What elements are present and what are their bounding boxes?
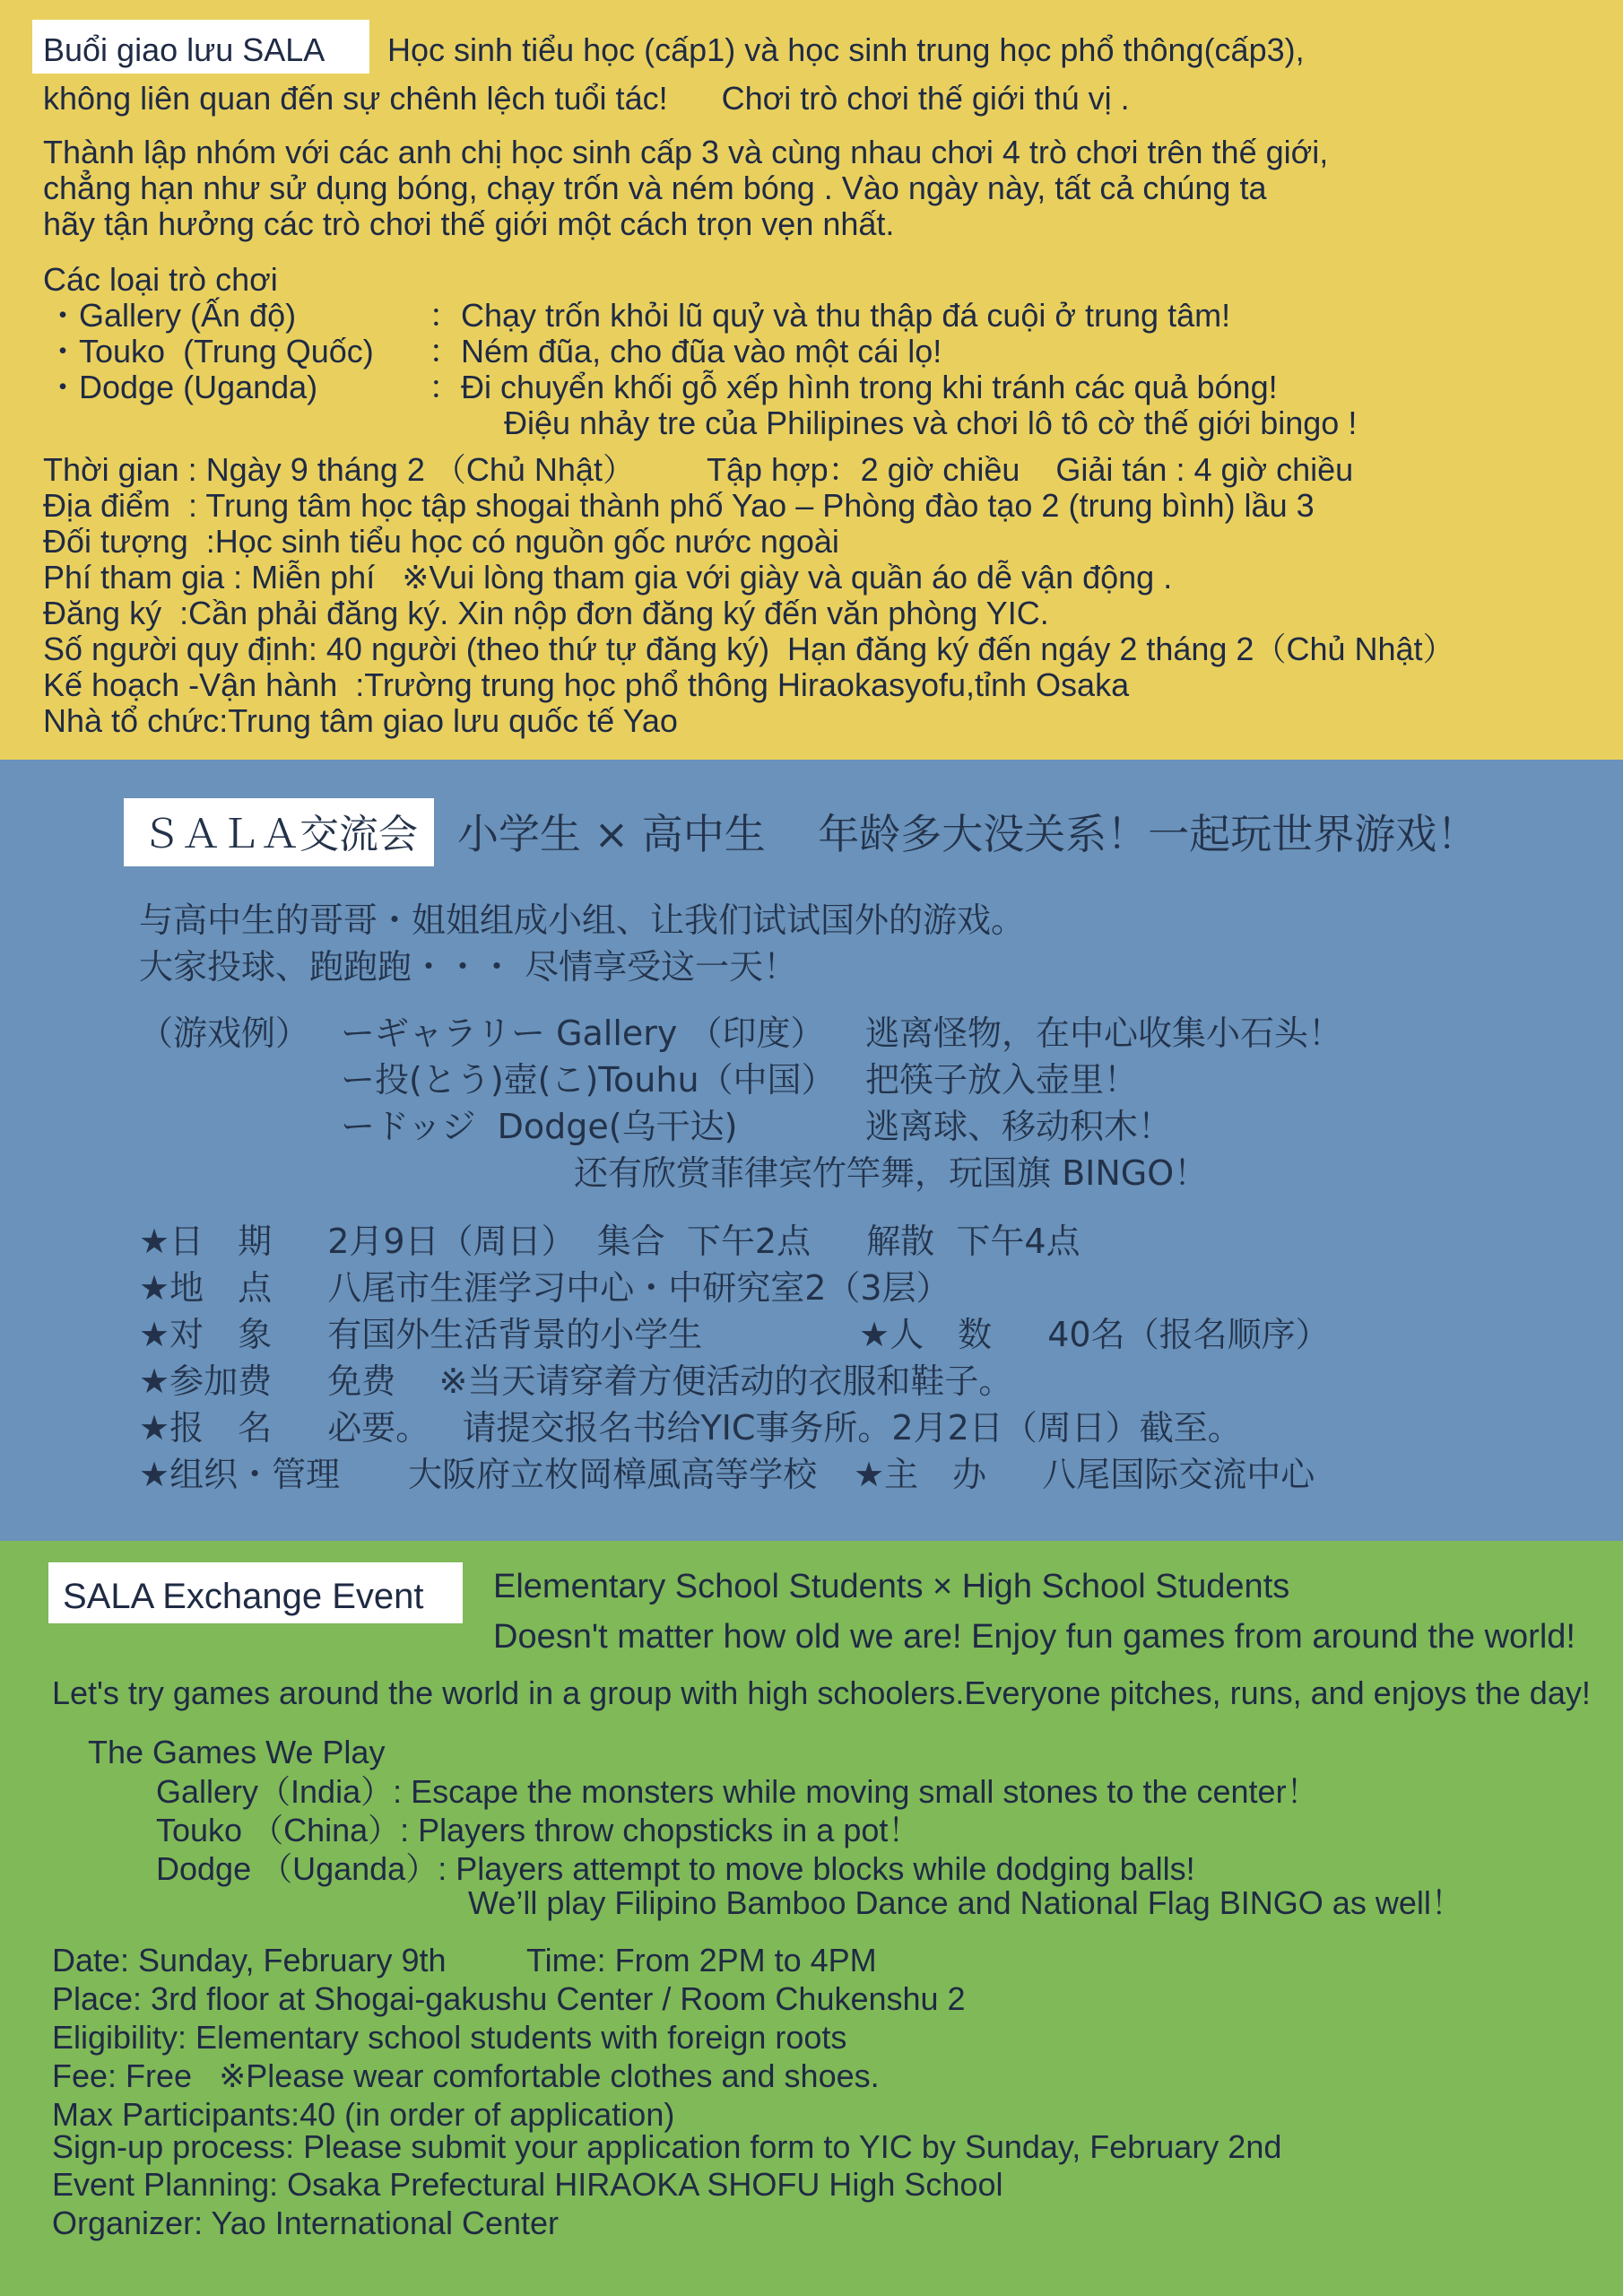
english-games-extra: We’ll play Filipino Bamboo Dance and National Flag BINGO as well！ xyxy=(468,1884,1463,1921)
vietnamese-game-desc: ：Chạy trốn khỏi lũ quỷ và thu thập đá cuội ở trung tâm! xyxy=(429,297,1231,334)
vietnamese-intro-line: hãy tận hưởng các trò chơi thế giới một cách trọn vẹn nhất. xyxy=(43,205,895,242)
english-detail-line: Event Planning: Osaka Prefectural HIRAOKA SHOFU High School xyxy=(52,2166,1003,2203)
english-games-heading: The Games We Play xyxy=(88,1734,386,1770)
english-header-line-1: Elementary School Students × High School Students xyxy=(493,1568,1290,1605)
english-game-line: Touko （China）: Players throw chopsticks in a pot！ xyxy=(156,1812,921,1848)
chinese-games-label: （游戏例） xyxy=(139,1013,310,1053)
vietnamese-detail-line: Đối tượng :Học sinh tiểu học có nguồn gốc nước ngoài xyxy=(43,523,839,560)
english-detail-line: Max Participants:40 (in order of application) xyxy=(52,2096,675,2133)
vietnamese-game-name: ・Gallery (Ấn độ) xyxy=(47,297,297,334)
english-game-line: Gallery（India）: Escape the monsters while moving small stones to the center！ xyxy=(156,1773,1319,1810)
vietnamese-game-desc: ：Đi chuyển khối gỗ xếp hình trong khi tránh các quả bóng! xyxy=(429,369,1278,405)
chinese-detail-line: ★日 期 2月9日（周日） 集合 下午2点 解散 下午4点 xyxy=(139,1222,1081,1261)
chinese-header: 小学生 × 高中生 年龄多大没关系！一起玩世界游戏！ xyxy=(457,810,1479,858)
vietnamese-detail-line: Phí tham gia : Miễn phí ※Vui lòng tham gia với giày và quần áo dễ vận động . xyxy=(43,559,1173,596)
english-section xyxy=(0,1541,1623,2296)
english-detail-line: Date: Sunday, February 9th Time: From 2PM to 4PM xyxy=(52,1942,877,1979)
chinese-detail-right: ★人 数 40名（报名顺序） xyxy=(859,1315,1330,1354)
chinese-game-desc: 逃离怪物，在中心收集小石头！ xyxy=(865,1013,1343,1053)
chinese-detail-line: ★对 象 有国外生活背景的小学生 xyxy=(139,1315,703,1354)
vietnamese-detail-line: Nhà tổ chức:Trung tâm giao lưu quốc tế Yao xyxy=(43,702,678,739)
vietnamese-games-extra: Điệu nhảy tre của Philipines và chơi lô tô cờ thế giới bingo ! xyxy=(504,404,1358,441)
chinese-game-name: ーギャラリー Gallery （印度） xyxy=(341,1013,825,1053)
vietnamese-header-line-2: không liên quan đến sự chênh lệch tuổi tác! Chơi trò chơi thế giới thú vị . xyxy=(43,80,1130,117)
chinese-game-desc: 把筷子放入壶里！ xyxy=(865,1060,1139,1100)
vietnamese-detail-line: Kế hoạch -Vận hành :Trường trung học phổ thông Hiraokasyofu,tỉnh Osaka xyxy=(43,666,1130,703)
chinese-intro-line: 与高中生的哥哥・姐姐组成小组、让我们试试国外的游戏。 xyxy=(139,900,1026,940)
english-detail-line: Fee: Free ※Please wear comfortable clothes and shoes. xyxy=(52,2057,880,2094)
english-title: SALA Exchange Event xyxy=(63,1577,424,1616)
chinese-game-name: ー投(とう)壺(こ)Touhu（中国） xyxy=(341,1060,836,1100)
vietnamese-intro-line: chẳng hạn như sử dụng bóng, chạy trốn và ném bóng . Vào ngày này, tất cả chúng ta xyxy=(43,170,1267,206)
english-detail-line: Place: 3rd floor at Shogai-gakushu Center / Room Chukenshu 2 xyxy=(52,1980,966,2017)
vietnamese-game-name: ・Touko (Trung Quốc) xyxy=(47,333,374,370)
vietnamese-game-desc: ：Ném đũa, cho đũa vào một cái lọ! xyxy=(429,333,942,370)
chinese-section xyxy=(0,760,1623,1541)
vietnamese-header-line-1: Học sinh tiểu học (cấp1) và học sinh trung học phổ thông(cấp3), xyxy=(387,31,1305,68)
vietnamese-detail-line: Thời gian : Ngày 9 tháng 2 （Chủ Nhật） Tập hợp：2 giờ chiều Giải tán : 4 giờ chiều xyxy=(43,451,1354,488)
english-intro: Let's try games around the world in a group with high schoolers.Everyone pitches, runs, and enjoys the day! xyxy=(52,1674,1591,1711)
chinese-detail-line: ★地 点 八尾市生涯学习中心・中研究室2（3层） xyxy=(139,1268,950,1308)
vietnamese-detail-line: Số người quy định: 40 người (theo thứ tự đăng ký) Hạn đăng ký đến ngáy 2 tháng 2（Chủ Nhật） xyxy=(43,631,1455,667)
chinese-game-desc: 逃离球、移动积木！ xyxy=(865,1107,1173,1146)
vietnamese-title: Buổi giao lưu SALA xyxy=(43,31,325,68)
english-detail-line: Sign-up process: Please submit your application form to YIC by Sunday, February 2nd xyxy=(52,2128,1282,2165)
chinese-detail-line: ★参加费 免费 ※当天请穿着方便活动的衣服和鞋子。 xyxy=(139,1361,1013,1401)
chinese-detail-right: ★主 办 八尾国际交流中心 xyxy=(854,1455,1315,1494)
english-detail-line: Eligibility: Elementary school students with foreign roots xyxy=(52,2019,847,2056)
chinese-detail-line: ★组织・管理 大阪府立枚岡樟風高等学校 xyxy=(139,1455,818,1494)
chinese-games-extra: 还有欣赏菲律宾竹竿舞，玩国旗 BINGO！ xyxy=(574,1153,1209,1193)
vietnamese-game-name: ・Dodge (Uganda) xyxy=(47,369,318,405)
english-game-line: Dodge （Uganda）: Players attempt to move blocks while dodging balls! xyxy=(156,1850,1195,1887)
chinese-detail-line: ★报 名 必要。 请提交报名书给YIC事务所。2月2日（周日）截至。 xyxy=(139,1408,1242,1448)
vietnamese-section xyxy=(0,0,1623,760)
vietnamese-intro-line: Thành lập nhóm với các anh chị học sinh cấp 3 và cùng nhau chơi 4 trò chơi trên thế giới, xyxy=(43,134,1329,170)
vietnamese-detail-line: Địa điểm : Trung tâm học tập shogai thành phố Yao – Phòng đào tạo 2 (trung bình) lầu 3 xyxy=(43,487,1315,524)
english-header-line-2: Doesn't matter how old we are! Enjoy fun games from around the world! xyxy=(493,1618,1575,1656)
vietnamese-detail-line: Đăng ký :Cần phải đăng ký. Xin nộp đơn đăng ký đến văn phòng YIC. xyxy=(43,595,1049,631)
vietnamese-games-heading: Các loại trò chơi xyxy=(43,261,278,298)
chinese-game-name: ードッジ Dodge(乌干达) xyxy=(341,1107,738,1146)
english-detail-line: Organizer: Yao International Center xyxy=(52,2205,559,2241)
chinese-intro-line: 大家投球、跑跑跑・・・ 尽情享受这一天！ xyxy=(139,947,798,987)
chinese-title: ＳＡＬＡ交流会 xyxy=(142,812,418,857)
